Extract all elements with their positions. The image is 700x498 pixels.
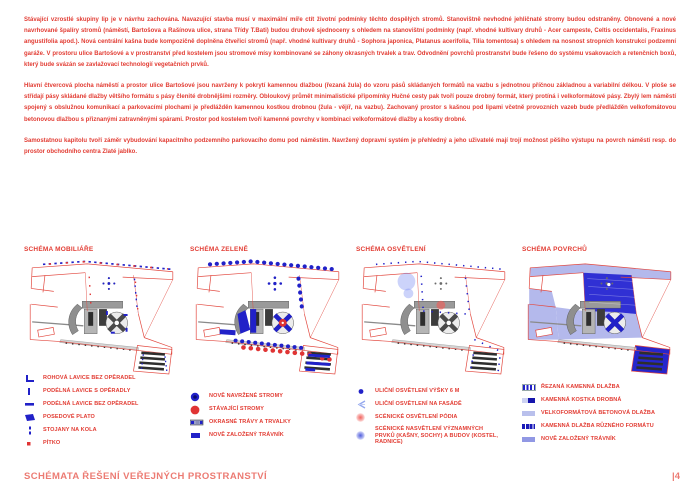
legend-label: KAMENNÁ DLAŽBA RŮZNÉHO FORMÁTU <box>541 423 654 430</box>
legend-item <box>24 374 180 383</box>
drinking-fountain-icon <box>24 439 38 448</box>
legend-item <box>522 396 678 405</box>
paragraph-greenery: Stávající vzrostlé skupiny lip je v návrhu zachována. Navazující stavba musí v maximální míře ctít životní podmínky těchto dospělých stromů. Stanovištně nevhodné jehličnaté stromy budou odstraněny. Obnovené a nové navrhované špalíry stromů (náměstí, Bartošova a Rašínova ulice, strana Třídy T.Bati) budou druhově sjednoceny s ohledem na stanovištní podmínky (např. vhodné kultivary druhů - Acer campeste, Celtis occidentalis, Fraxinus angustifolia apod.). Nová centrální kašna bude kompozičně doplněna čtveřicí stromů (např. vhodné kultivary druhů - Sophora japonica, Platanus acerifolia, Tilia tomentosa) s ohledem na nosnost stropních konstrukcí podzemní garáže. V prostoru ulice Bartošové a v prostranství před kostelem jsou stromové mísy kombinované se záhony okrasných trvalek a trav. Odvodnění povrchů prostranství bude řešeno do systému vsakovacích a retenčních boxů, který bude svázán se zavlažovací technologií vegetačních prvků. <box>24 17 676 68</box>
legend-label: POSEDOVÉ PLATO <box>43 414 95 421</box>
seating-deck-icon <box>24 413 38 422</box>
legend-label: OKRASNÉ TRÁVY A TRVALKY <box>209 419 291 426</box>
legend-label: VELKOFORMÁTOVÁ BETONOVÁ DLAŽBA <box>541 410 656 417</box>
legend-label: STOJANY NA KOLA <box>43 427 97 434</box>
legend-item <box>356 387 512 396</box>
legend-item <box>24 426 180 435</box>
schema-zelen <box>190 246 346 375</box>
legend-label: PODÉLNÁ LAVICE S OPĚRADLY <box>43 388 131 395</box>
new-tree-icon <box>190 392 204 401</box>
legend-povrchy <box>522 383 678 452</box>
legend-label: NOVĚ ZALOŽENÝ TRÁVNÍK <box>209 432 284 439</box>
legend-label: ŘEZANÁ KAMENNÁ DLAŽBA <box>541 384 620 391</box>
legend-label: SCÉNICKÉ OSVĚTLENÍ PÓDIA <box>375 414 458 421</box>
mixed-stone-swatch <box>522 422 536 431</box>
legend-zelen <box>190 392 346 452</box>
bench-without-backrest-icon <box>24 400 38 409</box>
legend-label: ULIČNÍ OSVĚTLENÍ VÝŠKY 6 M <box>375 388 460 395</box>
legend-item <box>24 439 180 448</box>
page-footer <box>24 471 680 482</box>
facade-light-icon <box>356 400 370 409</box>
legend-label: KAMENNÁ KOSTKA DROBNÁ <box>541 397 622 404</box>
legend-item <box>522 383 678 392</box>
legend-item <box>24 413 180 422</box>
legend-item <box>190 405 346 414</box>
paragraph-paving: Hlavní čtvercová plocha náměstí a prostor ulice Bartošové jsou navrženy k pokrytí kamennou dlažbou (řezaná žula) do vzoru pásů skládaných formátů na vazbu s jednotnou příčnou základnou a variabilní délkou. V ploše se střídají pásy skládané dlažby většího formátu s pásy členité drobnějšími rozměry. Obloukový průmět minimalistické připomínky Hučné cesty pak tvoří pouze drobný formát, který protíná i velkoformátové pásy. Zbylý lem náměstí spojený s obslužnou komunikací a parkovacími plochami je předlážděn kamennou kostkou drobnou (žula - vějíř, na vazbu). Zachovaný prostor s kašnou pod lipami včetně provozních vazeb bude předlážděn velkofomátovou betonovou dlažbou s přiznanými zatravněnými spárami. Prostor pod kostelem tvoří kamenné povrchy v kombinaci velkoformátové dlažby a kostky drobné. <box>24 83 676 123</box>
accent-light-icon <box>356 431 370 440</box>
small-cobble-swatch <box>522 396 536 405</box>
legend-item <box>522 409 678 418</box>
legend-item <box>356 400 512 409</box>
footer-page-number: |4 <box>672 471 680 482</box>
schema-map-mobiliar <box>24 255 180 375</box>
ornamental-grass-icon <box>190 418 204 427</box>
lawn-swatch <box>522 435 536 444</box>
legend-item <box>190 418 346 427</box>
footer-title: SCHÉMATA ŘEŠENÍ VEŘEJNÝCH PROSTRANSTVÍ <box>24 471 268 482</box>
legend-label: ULIČNÍ OSVĚTLENÍ NA FASÁDĚ <box>375 401 462 408</box>
schema-osvetleni <box>356 246 512 375</box>
schemas-row <box>24 246 678 375</box>
stage-light-icon <box>356 413 370 422</box>
new-lawn-icon <box>190 431 204 440</box>
schema-povrchy-title: SCHÉMA POVRCHŮ <box>522 246 588 253</box>
schema-osvetleni-title: SCHÉMA OSVĚTLENÍ <box>356 246 426 253</box>
intro-text-block <box>24 15 676 168</box>
existing-tree-icon <box>190 405 204 414</box>
legend-item <box>190 392 346 401</box>
legend-item <box>522 422 678 431</box>
bike-stand-icon <box>24 426 38 435</box>
schema-map-osvetleni <box>356 255 512 375</box>
schema-map-povrchy <box>522 255 678 375</box>
schema-map-zelen <box>190 255 346 375</box>
schema-zelen-title: SCHÉMA ZELENĚ <box>190 246 248 253</box>
bench-with-backrest-icon <box>24 387 38 396</box>
legend-item <box>522 435 678 444</box>
legend-label: NOVĚ ZALOŽENÝ TRÁVNÍK <box>541 436 616 443</box>
legend-label: SCÉNICKÉ NASVĚTLENÍ VÝZNAMNÝCH PRVKŮ (KAŠNY, SOCHY) A BUDOV (KOSTEL, RADNICE) <box>375 426 498 445</box>
legend-item <box>190 431 346 440</box>
legend-label: PÍTKO <box>43 440 61 447</box>
legend-label: PODÉLNÁ LAVICE BEZ OPĚRADEL <box>43 401 139 408</box>
legend-item <box>356 426 512 446</box>
legend-label: STÁVAJÍCÍ STROMY <box>209 406 264 413</box>
legends-row <box>24 374 678 452</box>
schema-mobiliar <box>24 246 180 375</box>
legend-label: NOVĚ NAVRŽENÉ STROMY <box>209 393 284 400</box>
cut-stone-paving-swatch <box>522 383 536 392</box>
corner-bench-icon <box>24 374 38 383</box>
legend-label: ROHOVÁ LAVICE BEZ OPĚRADEL <box>43 375 136 382</box>
legend-osvetleni <box>356 387 512 452</box>
concrete-slab-swatch <box>522 409 536 418</box>
paragraph-parking: Samostatnou kapitolu tvoří záměr vybudování kapacitního podzemního parkovacího domu pod náměstím. Navržený dopravní systém je přehledný a jeho uživatelé mají trojí možnost pěšího výstupu na povrch náměstí resp. do prostor obchodního centra Zlaté jablko. <box>24 137 676 156</box>
schema-mobiliar-title: SCHÉMA MOBILIÁŘE <box>24 246 94 253</box>
legend-mobiliar <box>24 374 180 452</box>
legend-item <box>24 400 180 409</box>
street-light-6m-icon <box>356 387 370 396</box>
legend-item <box>24 387 180 396</box>
legend-item <box>356 413 512 422</box>
schema-povrchy <box>522 246 678 375</box>
